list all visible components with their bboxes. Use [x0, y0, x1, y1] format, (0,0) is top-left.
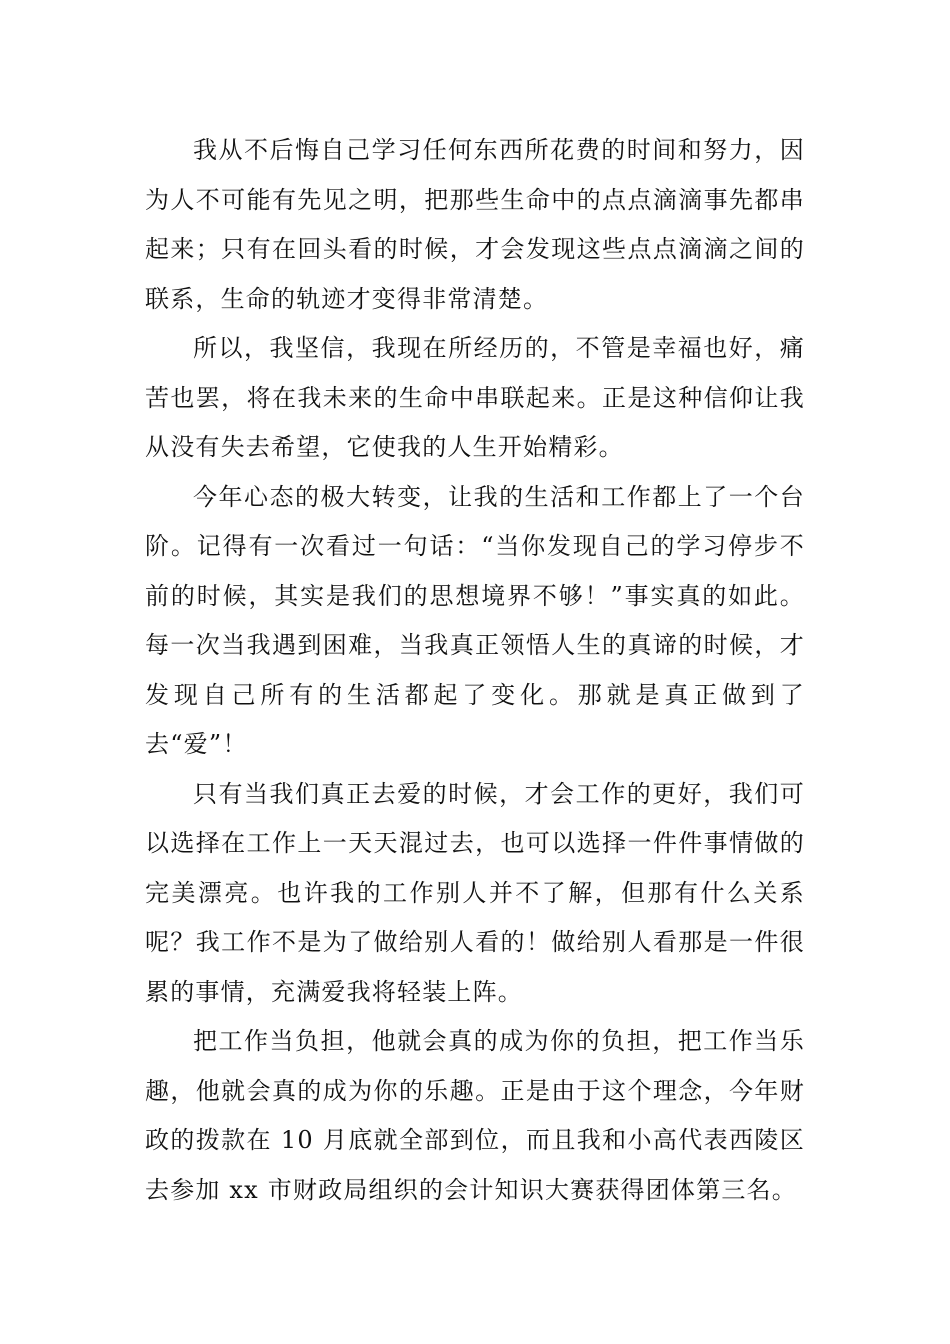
paragraph-2: 所以，我坚信，我现在所经历的，不管是幸福也好，痛苦也罢，将在我未来的生命中串联起来。正是这种信仰让我从没有失去希望，它使我的人生开始精彩。: [145, 334, 805, 461]
document-body: [145, 126, 805, 1215]
paragraph-4: 只有当我们真正去爱的时候，才会工作的更好，我们可以选择在工作上一天天混过去，也可以选择一件件事情做的完美漂亮。也许我的工作别人并不了解，但那有什么关系呢？我工作不是为了做给别人看的！做给别人看那是一件很累的事情，充满爱我将轻装上阵。: [145, 779, 805, 1006]
paragraph-5: 把工作当负担，他就会真的成为你的负担，把工作当乐趣，他就会真的成为你的乐趣。正是由于这个理念，今年财政的拨款在 10 月底就全部到位，而且我和小高代表西陵区去参加 xx 市财政局组织的会计知识大赛获得团体第三名。: [145, 1027, 805, 1204]
paragraph-3: 今年心态的极大转变，让我的生活和工作都上了一个台阶。记得有一次看过一句话：“当你发现自己的学习停步不前的时候，其实是我们的思想境界不够！”事实真的如此。每一次当我遇到困难，当我真正领悟人生的真谛的时候，才发现自己所有的生活都起了变化。那就是真正做到了去“爱”！: [145, 482, 805, 758]
paragraph-1: 我从不后悔自己学习任何东西所花费的时间和努力，因为人不可能有先见之明，把那些生命中的点点滴滴事先都串起来；只有在回头看的时候，才会发现这些点点滴滴之间的联系，生命的轨迹才变得非常清楚。: [145, 136, 805, 313]
